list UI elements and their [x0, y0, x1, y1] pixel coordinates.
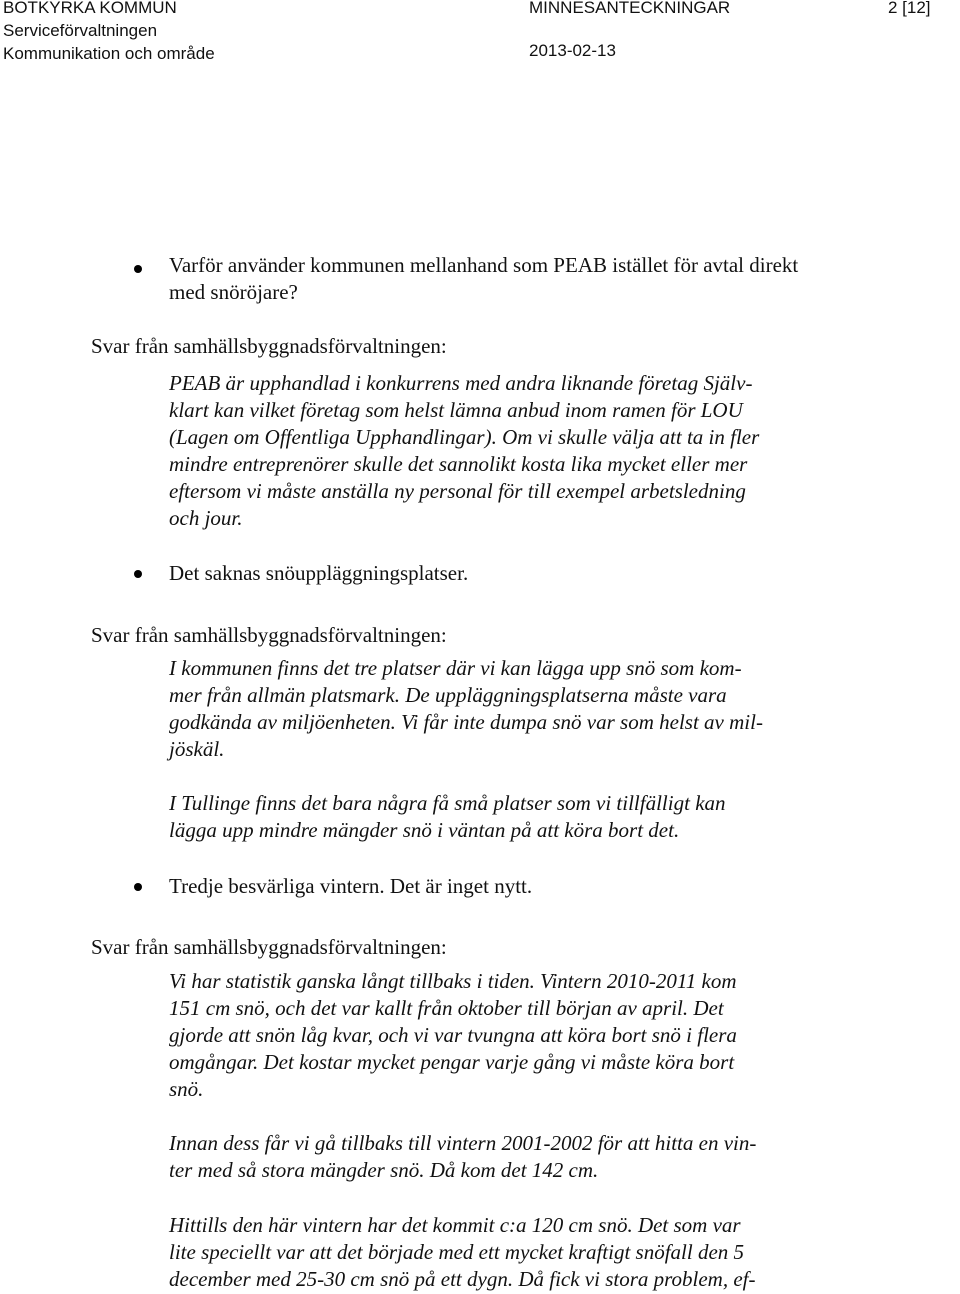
answer-2-line: lägga upp mindre mängder snö i väntan på att köra bort det.	[169, 818, 680, 842]
answer-1-line: eftersom vi måste anställa ny personal för till exempel arbetsledning	[169, 479, 746, 503]
answer-2-line: I Tullinge finns det bara några få små platser som vi tillfälligt kan	[169, 791, 726, 815]
bullet-dot	[134, 570, 142, 578]
answer-3-line: omgångar. Det kostar mycket pengar varje gång vi måste köra bort	[169, 1050, 735, 1074]
bullet-dot	[134, 883, 142, 891]
header-date: 2013-02-13	[529, 41, 616, 60]
answer-2-paragraph	[169, 655, 849, 763]
question-1: Varför använder kommunen mellanhand som PEAB istället för avtal direkt med snöröjare?	[169, 253, 799, 304]
header-org: BOTKYRKA KOMMUN	[3, 0, 177, 17]
answer-3-line: Innan dess får vi gå tillbaks till vintern 2001-2002 för att hitta en vin-	[169, 1131, 757, 1155]
answer-2-line: mer från allmän platsmark. De uppläggningsplatserna måste vara	[169, 683, 727, 707]
answer-1	[169, 370, 859, 532]
answer-3-line: december med 25-30 cm snö på ett dygn. Då fick vi stora problem, ef-	[169, 1267, 756, 1291]
answer-2-line: godkända av miljöenheten. Vi får inte dumpa snö var som helst av mil-	[169, 710, 763, 734]
answer-3-line: Hittills den här vintern har det kommit c:a 120 cm snö. Det som var	[169, 1213, 741, 1237]
answer-label-3: Svar från samhällsbyggnadsförvaltningen:	[91, 935, 447, 959]
answer-3-line: lite speciellt var att det började med ett mycket kraftigt snöfall den 5	[169, 1240, 745, 1264]
header-doc-type: MINNESANTECKNINGAR	[529, 0, 731, 17]
answer-3-line: 151 cm snö, och det var kallt från oktober till början av april. Det	[169, 996, 724, 1020]
answer-2-line: jöskäl.	[169, 737, 225, 761]
header-unit: Kommunikation och område	[3, 44, 215, 63]
answer-3-paragraph	[169, 1130, 849, 1184]
header-page-number: 2 [12]	[888, 0, 931, 17]
answer-3-paragraph	[169, 968, 849, 1103]
answer-label-1: Svar från samhällsbyggnadsförvaltningen:	[91, 334, 447, 358]
question-3: Tredje besvärliga vintern. Det är inget nytt.	[169, 874, 533, 898]
question-2: Det saknas snöuppläggningsplatser.	[169, 561, 469, 585]
answer-1-line: mindre entreprenörer skulle det sannolikt kosta lika mycket eller mer	[169, 452, 748, 476]
answer-2-paragraph	[169, 790, 849, 844]
answer-1-line: klart kan vilket företag som helst lämna anbud inom ramen för LOU	[169, 398, 743, 422]
answer-3-line: Vi har statistik ganska långt tillbaks i tiden. Vintern 2010-2011 kom	[169, 969, 737, 993]
answer-3-line: gjorde att snön låg kvar, och vi var tvungna att köra bort snö i flera	[169, 1023, 737, 1047]
bullet-dot	[134, 265, 142, 273]
answer-3-paragraph	[169, 1212, 849, 1293]
answer-1-line: PEAB är upphandlad i konkurrens med andra liknande företag Själv-	[169, 371, 753, 395]
answer-3-line: ter med så stora mängder snö. Då kom det 142 cm.	[169, 1158, 599, 1182]
answer-3-line: snö.	[169, 1077, 204, 1101]
answer-label-2: Svar från samhällsbyggnadsförvaltningen:	[91, 623, 447, 647]
answer-2-line: I kommunen finns det tre platser där vi kan lägga upp snö som kom-	[169, 656, 742, 680]
answer-1-line: och jour.	[169, 506, 243, 530]
header-department: Serviceförvaltningen	[3, 21, 158, 40]
answer-1-line: (Lagen om Offentliga Upphandlingar). Om vi skulle välja att ta in fler	[169, 425, 760, 449]
